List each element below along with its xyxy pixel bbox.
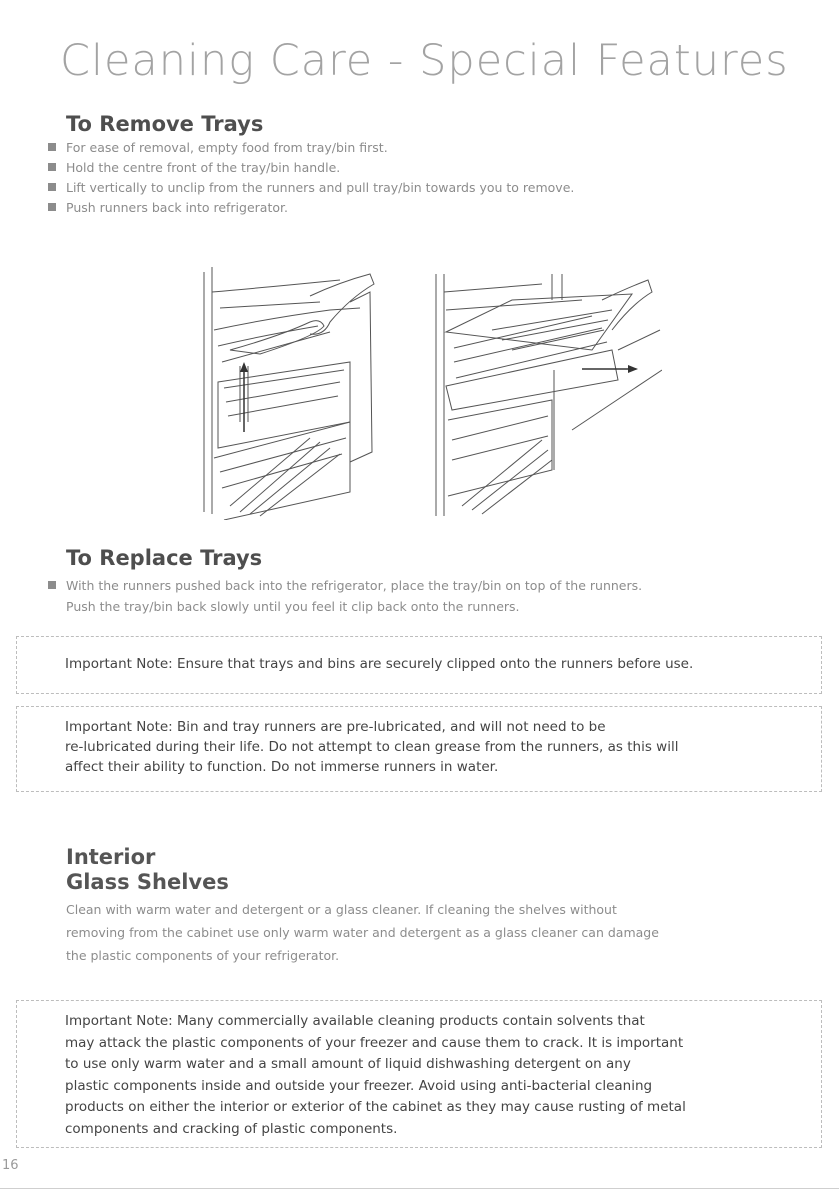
replace-trays-line-1: With the runners pushed back into the refrigerator, place the tray/bin on top of the runners. <box>66 578 643 593</box>
note-line: Important Note: Many commercially available cleaning products contain solvents that <box>65 1013 645 1029</box>
list-item-text: Hold the centre front of the tray/bin handle. <box>66 160 341 175</box>
note-line: components and cracking of plastic components. <box>65 1120 398 1137</box>
note-line: affect their ability to function. Do not immerse runners in water. <box>65 759 499 775</box>
note-line: Important Note: Ensure that trays and bins are securely clipped onto the runners before use. <box>65 656 694 672</box>
replace-trays-text-2: Push the tray/bin back slowly until you feel it clip back onto the runners. <box>66 599 520 614</box>
important-note-clipping <box>16 636 822 694</box>
replace-trays-heading: To Replace Trays <box>66 546 263 570</box>
note-line: re-lubricated during their life. Do not attempt to clean grease from the runners, as this will <box>65 739 679 755</box>
page-number: 16 <box>2 1158 19 1173</box>
pull-tray-illustration <box>432 270 662 520</box>
note-line: Important Note: Bin and tray runners are pre-lubricated, and will not need to be <box>65 719 606 735</box>
replace-trays-text-1 <box>48 576 642 596</box>
list-item-text: Lift vertically to unclip from the runners and pull tray/bin towards you to remove. <box>66 180 575 195</box>
bullet-icon <box>48 143 56 151</box>
page-edge-divider <box>0 1188 839 1189</box>
glass-shelves-text-2: removing from the cabinet use only warm water and detergent as a glass cleaner can damage <box>66 925 659 940</box>
page-title: Cleaning Care - Special Features <box>60 36 789 86</box>
list-item <box>48 158 574 178</box>
important-note-lubrication <box>16 706 822 792</box>
bullet-icon <box>48 163 56 171</box>
note-line: plastic components inside and outside your freezer. Avoid using anti-bacterial cleaning <box>65 1077 653 1094</box>
glass-shelves-text-3: the plastic components of your refrigerator. <box>66 948 340 963</box>
lift-tray-illustration <box>200 262 390 520</box>
glass-shelves-heading: Glass Shelves <box>66 870 229 894</box>
list-item-text: Push runners back into refrigerator. <box>66 200 288 215</box>
bullet-icon <box>48 183 56 191</box>
note-line: may attack the plastic components of your freezer and cause them to crack. It is important <box>65 1034 684 1051</box>
bullet-icon <box>48 581 56 589</box>
list-item <box>48 138 574 158</box>
list-item-text: For ease of removal, empty food from tray/bin first. <box>66 140 388 155</box>
bullet-icon <box>48 203 56 211</box>
glass-shelves-text-1: Clean with warm water and detergent or a glass cleaner. If cleaning the shelves without <box>66 902 617 917</box>
remove-trays-list <box>48 138 574 218</box>
list-item <box>48 178 574 198</box>
important-note-cleaning-products <box>16 1000 822 1148</box>
note-line: products on either the interior or exterior of the cabinet as they may cause rusting of metal <box>65 1099 686 1115</box>
interior-heading: Interior <box>66 845 156 869</box>
remove-trays-heading: To Remove Trays <box>66 112 264 136</box>
note-line: to use only warm water and a small amount of liquid dishwashing detergent on any <box>65 1056 631 1072</box>
list-item <box>48 198 574 218</box>
